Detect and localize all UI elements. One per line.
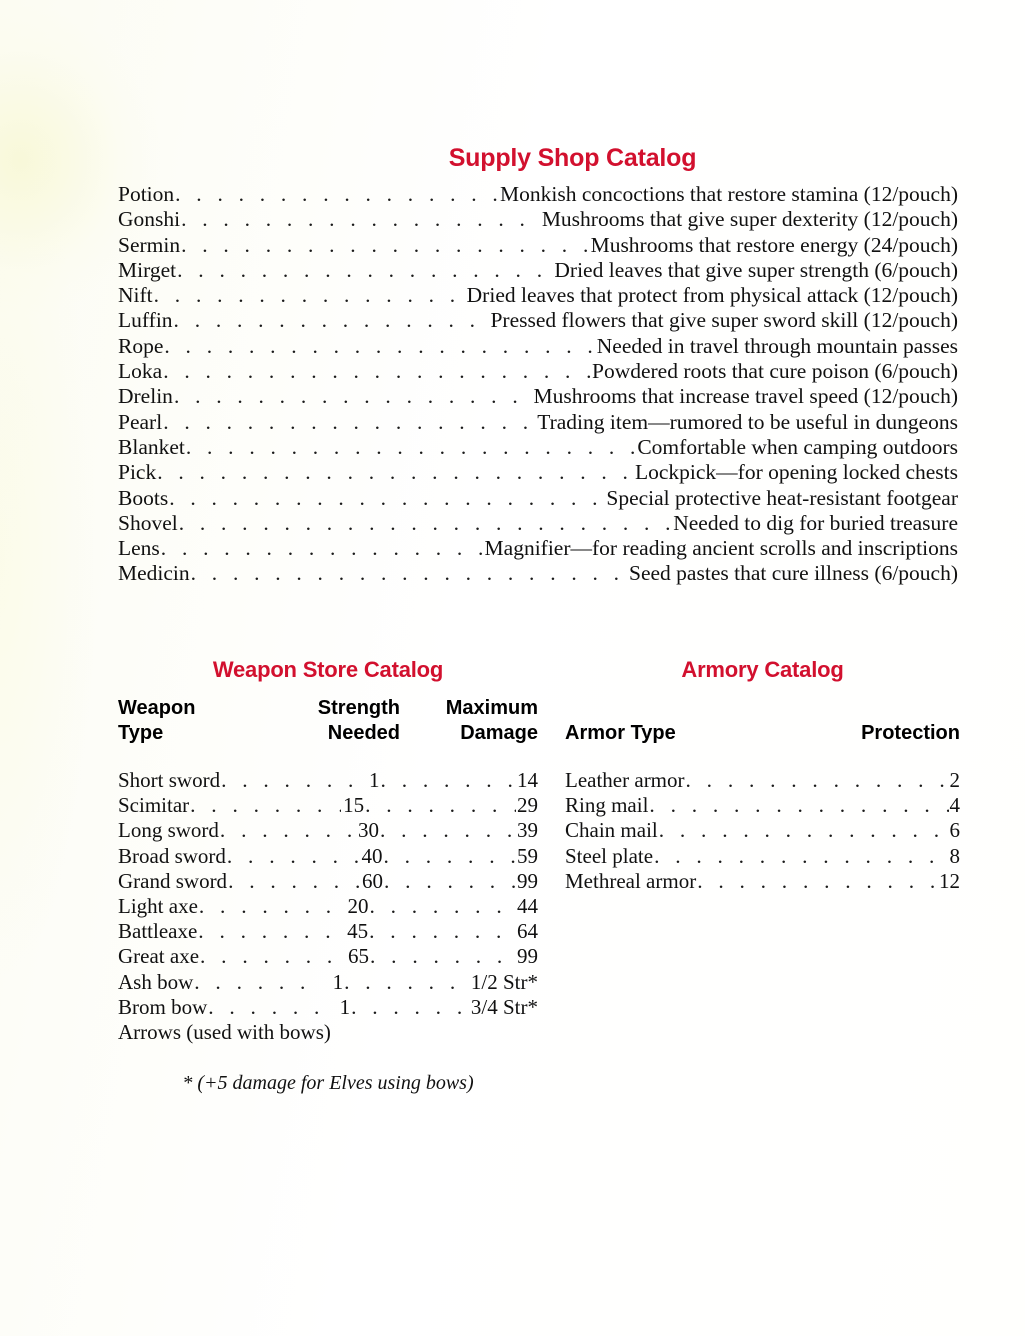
supply-item-row [118, 207, 958, 232]
dot-leader [200, 944, 346, 969]
supply-shop-catalog-list [118, 182, 958, 587]
weapon-table-body [118, 768, 538, 1045]
armor-name: Leather armor [565, 768, 685, 792]
supply-item-row [118, 283, 958, 308]
weapon-maximum-damage: 99 [517, 868, 538, 893]
weapon-name: Ash bow [118, 969, 194, 994]
dot-leader [199, 894, 346, 919]
supply-item-description: Mushrooms that restore energy (24/pouch) [590, 232, 958, 257]
supply-item-description: Mushrooms that give super dexterity (12/pouch) [541, 207, 958, 232]
armor-name: Chain mail [565, 818, 658, 843]
weapon-row [118, 768, 538, 793]
dot-leader [154, 283, 466, 308]
dot-leader [369, 894, 516, 919]
supply-item-row [118, 511, 958, 536]
armor-protection-value: 8 [949, 843, 960, 868]
dot-leader [175, 182, 499, 207]
supply-item-row [118, 561, 958, 586]
weapon-maximum-damage: 29 [517, 793, 538, 818]
supply-item-row [118, 486, 958, 511]
supply-item-row [118, 233, 958, 258]
armor-protection-value: 2 [949, 768, 960, 792]
weapon-maximum-damage: 3/4 Str* [470, 994, 538, 1019]
weapon-row [118, 995, 538, 1020]
dot-leader [227, 844, 360, 869]
strength-needed-header-line1: Strength [317, 697, 400, 719]
dot-leader [369, 919, 516, 944]
dot-leader [161, 536, 484, 561]
maximum-damage-header-line1: Maximum [445, 697, 538, 719]
dot-leader [384, 869, 516, 894]
weapon-maximum-damage: 1/2 Str* [470, 969, 538, 994]
armor-row [565, 768, 960, 793]
dot-leader [351, 995, 470, 1020]
weapon-name: Grand sword [118, 868, 228, 893]
supply-item-description: Trading item—rumored to be useful in dungeons [537, 409, 958, 434]
weapon-strength-needed: 20 [347, 894, 369, 919]
supply-item-description: Lockpick—for opening locked chests [634, 460, 958, 485]
supply-item-name: Mirget [118, 257, 177, 282]
supply-item-name: Luffin [118, 308, 173, 333]
dot-leader [194, 970, 320, 995]
supply-item-description: Magnifier—for reading ancient scrolls and inscriptions [484, 536, 958, 561]
supply-item-description: Seed pastes that cure illness (6/pouch) [629, 561, 958, 586]
supply-item-name: Drelin [118, 384, 173, 409]
dot-leader [649, 793, 948, 818]
weapon-name: Great axe [118, 944, 200, 969]
supply-item-row [118, 182, 958, 207]
supply-item-description: Special protective heat-resistant footgear [606, 485, 958, 510]
weapon-name: Long sword [118, 818, 219, 843]
supply-item-name: Nift [118, 283, 153, 308]
maximum-damage-header [400, 696, 538, 746]
weapon-footnote: * (+5 damage for Elves using bows) [182, 1072, 474, 1094]
weapon-maximum-damage: 59 [517, 843, 538, 868]
dot-leader [383, 844, 516, 869]
weapon-strength-needed: 60 [362, 868, 384, 893]
weapon-row [118, 793, 538, 818]
supply-item-description: Comfortable when camping outdoors [637, 434, 958, 459]
supply-item-row [118, 435, 958, 460]
protection-header: Protection [861, 722, 960, 744]
armor-name: Steel plate [565, 843, 654, 868]
dot-leader [174, 308, 490, 333]
supply-item-row [118, 308, 958, 333]
dot-leader [179, 511, 673, 536]
weapon-maximum-damage: 39 [516, 818, 538, 843]
weapon-name: Battleaxe [118, 919, 198, 944]
dot-leader [365, 793, 516, 818]
supply-item-row [118, 359, 958, 384]
weapon-strength-needed: 1 [332, 969, 344, 994]
dot-leader [686, 768, 949, 793]
weapon-type-header-line1: Weapon [118, 697, 196, 719]
supply-item-row [118, 384, 958, 409]
supply-item-row [118, 258, 958, 283]
supply-item-name: Boots [118, 485, 169, 510]
dot-leader [344, 970, 470, 995]
armor-row [565, 793, 960, 818]
supply-item-description: Powdered roots that cure poison (6/pouch) [591, 359, 958, 384]
weapon-strength-needed: 1 [369, 768, 380, 792]
supply-item-description: Dried leaves that protect from physical attack (12/pouch) [466, 283, 958, 308]
armory-table-header-row [565, 696, 960, 746]
weapon-row [118, 944, 538, 969]
dot-leader [381, 768, 516, 793]
weapon-maximum-damage: 99 [517, 944, 538, 969]
weapon-type-header [118, 696, 290, 746]
dot-leader [191, 561, 628, 586]
supply-item-description: Dried leaves that give super strength (6/pouch) [554, 257, 958, 282]
supply-item-name: Lens [118, 536, 160, 561]
armor-name: Methreal armor [565, 868, 697, 893]
weapon-table-header-row [118, 696, 538, 746]
weapon-store-catalog-section [118, 696, 538, 1045]
armor-row [565, 869, 960, 894]
armor-name: Ring mail [565, 793, 649, 818]
weapon-strength-needed: 30 [357, 818, 379, 843]
dot-leader [220, 818, 356, 843]
supply-item-name: Pearl [118, 409, 163, 434]
dot-leader [157, 460, 634, 485]
armor-type-header: Armor Type [565, 722, 676, 744]
weapon-strength-needed: 40 [361, 843, 383, 868]
weapon-maximum-damage: 44 [516, 894, 538, 919]
weapon-strength-needed: 15 [343, 793, 365, 818]
dot-leader [181, 233, 589, 258]
supply-item-description: Pressed flowers that give super sword skill (12/pouch) [490, 308, 958, 333]
armor-row [565, 844, 960, 869]
weapon-name: Broad sword [118, 843, 226, 868]
supply-item-description: Needed to dig for buried treasure [673, 510, 958, 535]
weapon-row [118, 869, 538, 894]
supply-item-name: Shovel [118, 510, 178, 535]
weapon-maximum-damage: 14 [517, 768, 538, 792]
dot-leader [163, 359, 591, 384]
dot-leader [174, 384, 533, 409]
supply-item-name: Pick [118, 460, 157, 485]
supply-item-name: Potion [118, 182, 175, 206]
supply-item-description: Needed in travel through mountain passes [596, 333, 958, 358]
dot-leader [697, 869, 938, 894]
supply-item-name: Medicin [118, 561, 190, 586]
dot-leader [181, 207, 541, 232]
weapon-type-header-line2: Type [118, 722, 164, 744]
dot-leader [380, 818, 516, 843]
supply-item-row [118, 460, 958, 485]
dot-leader [370, 944, 516, 969]
maximum-damage-header-line2: Damage [460, 722, 538, 744]
weapon-name: Short sword [118, 768, 221, 792]
armor-row [565, 818, 960, 843]
weapon-row [118, 818, 538, 843]
supply-item-row [118, 410, 958, 435]
armor-protection-value: 4 [949, 793, 960, 818]
armory-catalog-title: Armory Catalog [681, 657, 844, 682]
strength-needed-header-line2: Needed [327, 722, 400, 744]
weapon-row [118, 970, 538, 995]
dot-leader [190, 793, 341, 818]
weapon-strength-needed: 65 [348, 944, 370, 969]
strength-needed-header [290, 696, 400, 746]
supply-shop-catalog-title: Supply Shop Catalog [448, 144, 697, 172]
dot-leader [169, 486, 605, 511]
supply-item-row [118, 334, 958, 359]
supply-item-name: Blanket [118, 434, 185, 459]
weapon-maximum-damage: 64 [516, 919, 538, 944]
supply-item-row [118, 536, 958, 561]
weapon-row [118, 894, 538, 919]
weapon-name: Scimitar [118, 793, 190, 818]
dot-leader [164, 334, 595, 359]
weapon-strength-needed: 45 [347, 919, 369, 944]
dot-leader [177, 258, 553, 283]
dot-leader [659, 818, 949, 843]
dot-leader [221, 768, 356, 793]
dot-leader [228, 869, 360, 894]
supply-item-name: Loka [118, 359, 163, 384]
arrows-note-row: Arrows (used with bows) [118, 1020, 331, 1045]
supply-item-name: Sermin [118, 232, 181, 257]
supply-item-description: Mushrooms that increase travel speed (12/pouch) [533, 384, 958, 409]
dot-leader [198, 919, 345, 944]
supply-item-name: Rope [118, 333, 164, 358]
weapon-row [118, 919, 538, 944]
weapon-store-catalog-title: Weapon Store Catalog [212, 657, 444, 682]
supply-item-description: Monkish concoctions that restore stamina (12/pouch) [500, 182, 958, 206]
dot-leader [654, 844, 948, 869]
dot-leader [186, 435, 636, 460]
weapon-name: Brom bow [118, 994, 208, 1019]
armory-catalog-section [565, 696, 960, 894]
armor-protection-value: 12 [939, 868, 960, 893]
supply-item-name: Gonshi [118, 207, 181, 232]
weapon-strength-needed: 1 [339, 994, 351, 1019]
weapon-name: Light axe [118, 894, 198, 919]
armory-table-body [565, 768, 960, 894]
dot-leader [163, 410, 536, 435]
armor-protection-value: 6 [949, 818, 960, 843]
dot-leader [208, 995, 327, 1020]
weapon-row [118, 844, 538, 869]
